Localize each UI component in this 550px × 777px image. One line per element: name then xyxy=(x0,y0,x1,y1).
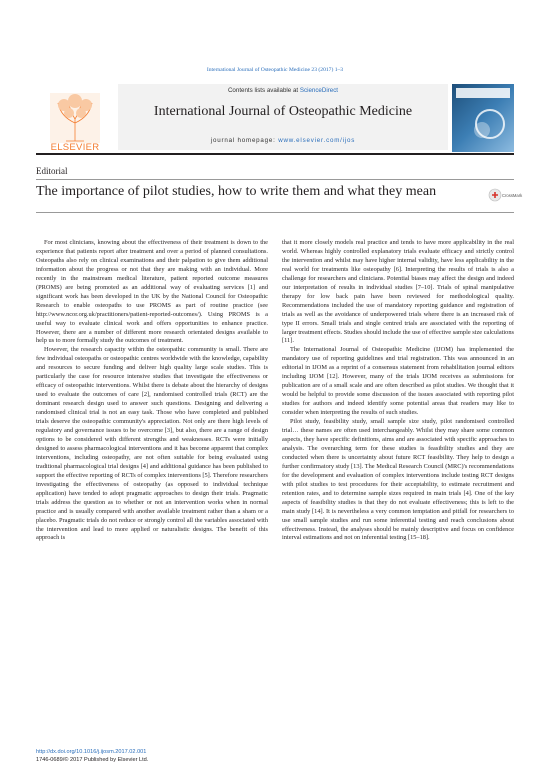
journal-cover-art xyxy=(452,84,514,152)
body-paragraph: The International Journal of Osteopathic Medicine (IJOM) has implemented the mandatory use of reporting guidelines and trial registration. This was announced in an editorial in IJOM as a reprint of a consensus statement from rehabilitation journal editors including IJOM [12]. However, many of the trials IJOM receives as submissions for publication are of a small scale and are often described as pilot studies. We thought that it would be helpful to provide some discussion of the issues associated with reporting pilot studies for authors and indeed identify some potential areas that readers may like to consider when interpreting the results of such studies. xyxy=(282,346,514,417)
body-column-right xyxy=(282,239,514,543)
doi-link[interactable]: http://dx.doi.org/10.1016/j.ijosm.2017.02.001 xyxy=(36,749,147,755)
contents-prefix: Contents lists available at xyxy=(227,87,300,94)
body-paragraph: For most clinicians, knowing about the effectiveness of their treatment is down to the experience that patients report after treatment and over a period of planned consultations. Osteopaths also rely on clinical examinations and their palpation to give them additional information about the progress or not that they are making with an individual. More recently in the mainstream medical literature, patient reported outcome measures (PROMS) are being promoted as an additional way of evaluating services [1] and significant work has been developed in the UK by the National Council for Osteopathic Research to enable osteopaths to use PROMS as part of routine practice (see http://www.ncor.org.uk/practitioners/patient-reported-outcomes/). Using PROMS is a useful way to evaluate clinical work and offers opportunities to enhance practice. However, there are a number of different more research orientated designs available to help us to more formally study the outcomes of treatment. xyxy=(36,239,268,345)
contents-line xyxy=(118,87,448,94)
header-rule xyxy=(36,153,514,155)
body-column-left xyxy=(36,239,268,543)
journal-citation[interactable]: International Journal of Osteopathic Medicine 23 (2017) 1–3 xyxy=(206,67,344,73)
title-rule xyxy=(36,212,514,213)
body-paragraph: that it more closely models real practice and tends to have more applicability in the real world. Whereas highly controlled explanatory trials evaluate efficacy and strictly control the intervention and whilst may have higher internal validity, have less applicability in the real world for treatments like osteopathy [6]. Interpreting the results of trials is also a challenge for researchers and clinicians. Potential biases may affect the design and indeed our interpretation of results in individual studies [7–10]. Trials of spinal manipulative therapy for low back pain have been reviewed for methodological quality. Recommendations included the use of mandatory reporting guidance and registration of trials as well as the avoidance of underpowered trials where there is an increased risk of type II errors. Small trials and single centred trials are associated with the reporting of larger treatment effects. Studies should include the use of effective sample size calculations [11]. xyxy=(282,239,514,345)
section-label: Editorial xyxy=(36,166,68,176)
elsevier-wordmark: ELSEVIER xyxy=(50,142,100,153)
homepage-prefix: journal homepage: xyxy=(210,137,279,144)
homepage-link[interactable]: www.elsevier.com/ijos xyxy=(278,137,356,144)
crossmark-label: CrossMark xyxy=(502,193,523,198)
journal-title: International Journal of Osteopathic Medicine xyxy=(153,104,413,119)
copyright-line: 1746-0689/© 2017 Published by Elsevier Ltd. xyxy=(36,757,149,763)
sciencedirect-link[interactable]: ScienceDirect xyxy=(299,87,339,94)
journal-homepage-line xyxy=(118,137,448,144)
article-title: The importance of pilot studies, how to write them and what they mean xyxy=(36,184,437,199)
section-rule xyxy=(36,179,514,180)
journal-cover-image xyxy=(452,84,514,152)
body-paragraph: However, the research capacity within the osteopathic community is small. There are few individual osteopaths or osteopathic centres worldwide with the knowledge, capability and resources to secure funding and deliver high quality large scale studies. This is particularly the case for resource intensive studies that investigate the effectiveness or efficacy of osteopathic interventions. Whilst there is debate about the hierarchy of designs used to evaluate the outcomes of care [2], randomised controlled trials (RCT) are the dominant research design used to answer such questions. Designing and delivering a randomised clinical trial is not an easy task. Those who have completed and published trials deserve the osteopathic community's appreciation. Not only are there high levels of regulatory and governance issues to be overcome [3], but also, there are a range of design options to be considered with different strengths and weaknesses. RCTs were initially designed to assess pharmacological interventions and it has become apparent that complex interventions, including osteopathy, are not often suitable for being evaluated using traditional pharmacological trial designs [4] and additional guidance has been published to support the effective reporting of RCTs of complex interventions [5]. Therefore researchers investigating the effectiveness of osteopathy (as opposed to individual technique application) have tended to adopt pragmatic approaches to design their trials. Pragmatic trials address the question as to whether or not an intervention works when in normal practice and is usually compared with another available treatment rather than a sham or a placebo. Pragmatic trials do not reduce or strongly control all the variables associated with the intervention and lead to more applied or naturalistic designs. The benefit of this approach is xyxy=(36,346,268,542)
crossmark-icon[interactable] xyxy=(488,187,523,203)
body-paragraph: Pilot study, feasibility study, small sample size study, pilot randomised controlled trial… these names are often used interchangeably. Whilst they may share some common aspects, they have specific definitions, aims and are associated with specific approaches to analysis. The overarching term for these studies is feasibility studies and they are conducted when there is uncertainty about future RCT feasibility. They help to design a further confirmatory study [13]. The Medical Research Council (MRC)'s recommendations for the development and evaluation of complex interventions include testing RCT designs with pilot studies to test procedures for their acceptability, to estimate recruitment and retention rates, and to determine sample sizes required in main trials [4]. One of the key aspects of feasibility studies is that they do not evaluate effectiveness; this is left to the main study [14]. It is nevertheless a very common temptation and pitfall for researchers to use small sample studies and run some inferential testing and reach conclusions about effectiveness. Instead, the analyses should be mainly descriptive and focus on confidence interval estimations and not on inferential testing [15–18]. xyxy=(282,418,514,542)
